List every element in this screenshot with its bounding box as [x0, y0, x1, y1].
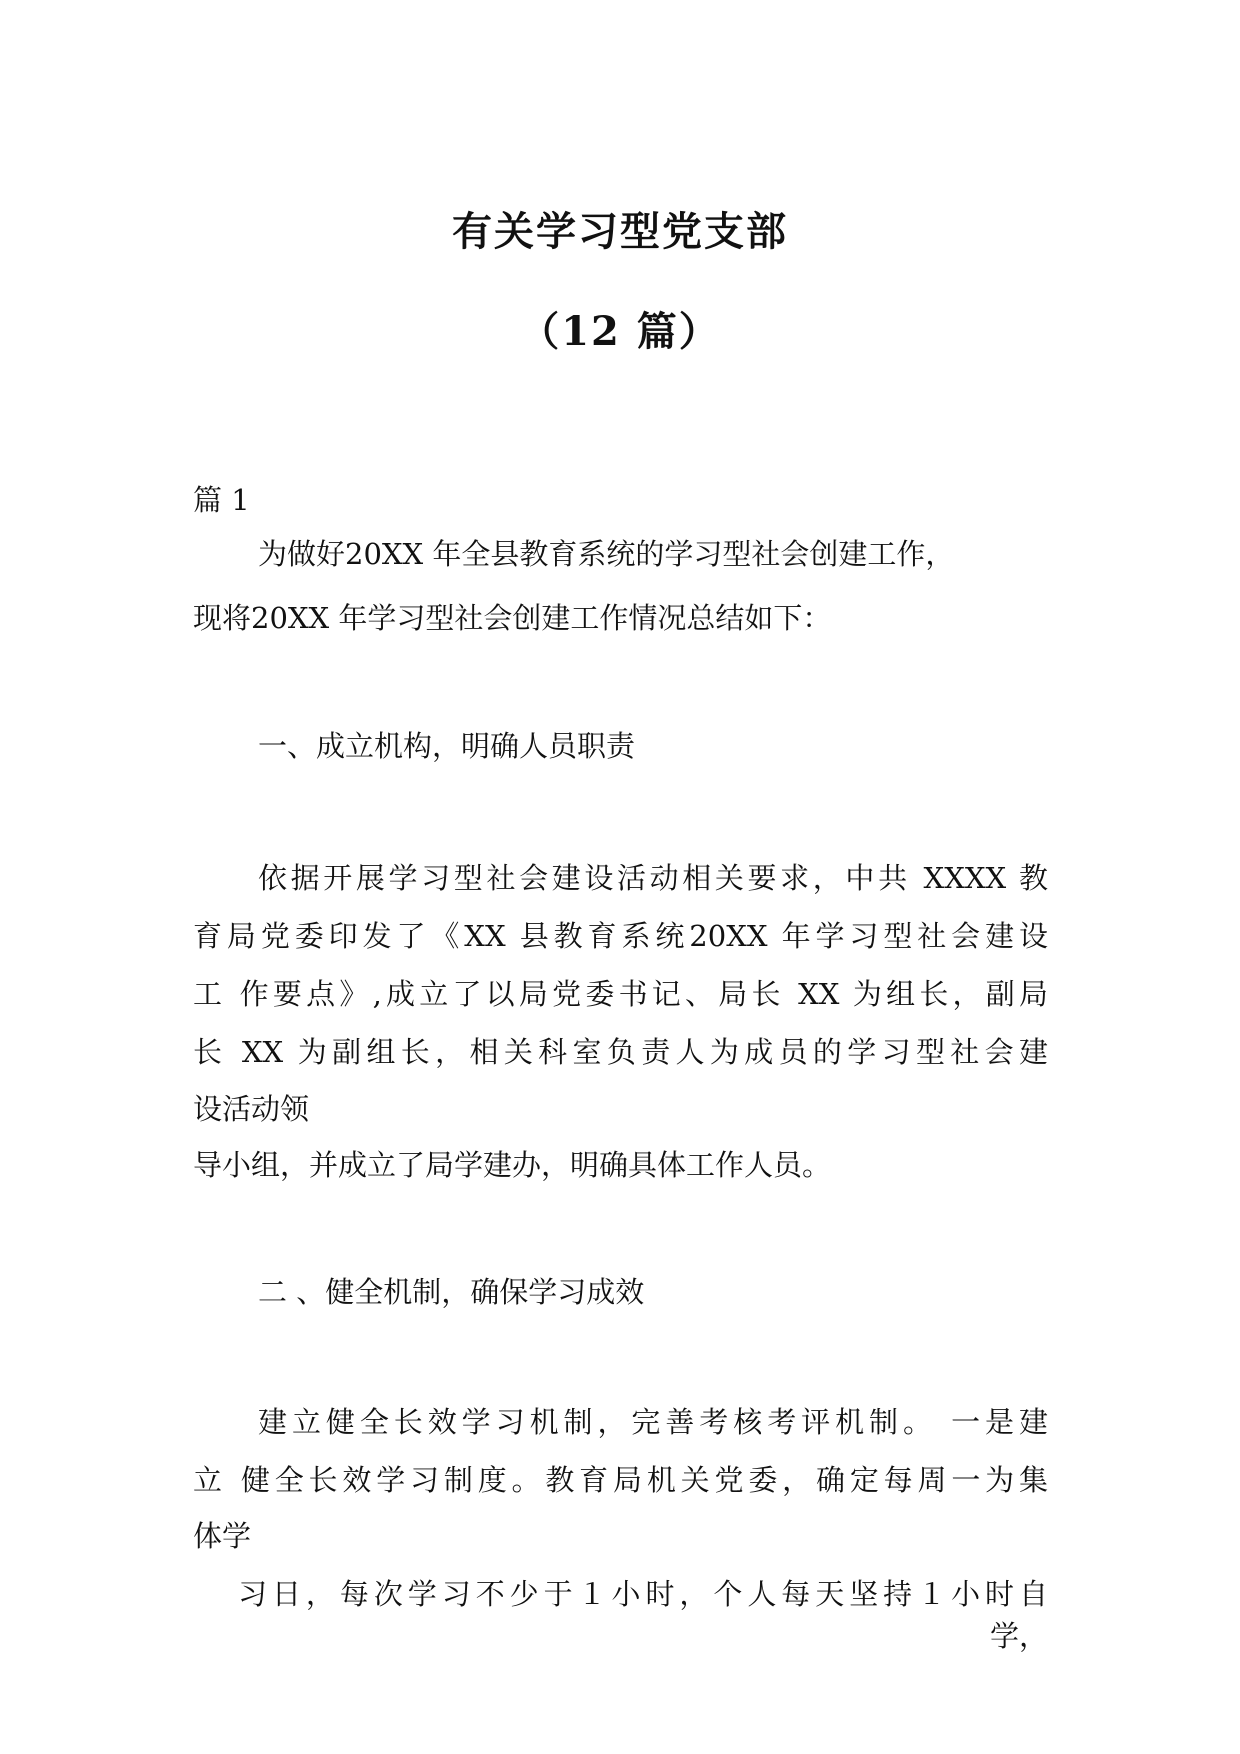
- section-heading-1: 一、成立机构，明确人员职责: [258, 729, 636, 763]
- para2-line-4: 习日，每次学习不少于１小时，个人每天坚持１小时自: [238, 1577, 1048, 1611]
- section-heading-2: 二 、健全机制，确保学习成效: [258, 1275, 645, 1309]
- para1-line-6: 导小组，并成立了局学建办，明确具体工作人员。: [193, 1148, 832, 1182]
- para2-line-1: 建立健全长效学习机制，完善考核考评机制。 一是建: [258, 1405, 1048, 1439]
- document-subtitle: （12 篇）: [519, 308, 721, 355]
- para2-line-5: 学，: [990, 1619, 1049, 1653]
- para1-line-4: 长 XX 为副组长，相关科室负责人为成员的学习型社会建: [193, 1035, 1048, 1069]
- para1-line-2: 育局党委印发了《XX 县教育系统20XX 年学习型社会建设: [193, 919, 1048, 953]
- para1-line-3: 工 作要点》,成立了以局党委书记、局长 XX 为组长，副局: [193, 977, 1048, 1011]
- document-title: 有关学习型党支部: [452, 208, 788, 255]
- para1-line-1: 依据开展学习型社会建设活动相关要求，中共 XXXX 教: [258, 861, 1048, 895]
- section-label: 篇 1: [193, 483, 250, 517]
- para1-line-5: 设活动领: [193, 1092, 310, 1126]
- intro-line-1: 为做好20XX 年全县教育系统的学习型社会创建工作，: [258, 537, 955, 571]
- para2-line-2: 立 健全长效学习制度。教育局机关党委，确定每周一为集: [193, 1463, 1048, 1497]
- para2-line-3: 体学: [193, 1519, 252, 1553]
- intro-line-2: 现将20XX 年学习型社会创建工作情况总结如下：: [193, 601, 832, 635]
